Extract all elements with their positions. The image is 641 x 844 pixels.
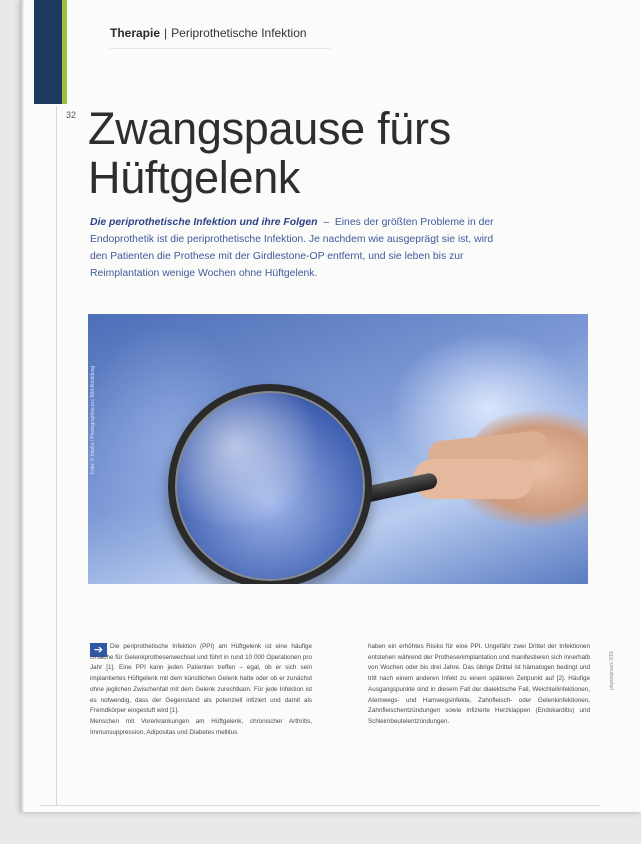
margin-rule bbox=[56, 106, 57, 806]
image-credit: Foto: © fotolia / Photographee.eu; Bild Abbildung bbox=[90, 365, 96, 474]
body-column-1-text-2: Menschen mit Vorerkrankungen am Hüftgelenk, chronischer Arthritis, Immunsuppression, Adipositas und Diabetes mellitus bbox=[90, 717, 312, 736]
article-lead bbox=[90, 214, 505, 282]
section-color-bar bbox=[34, 0, 62, 104]
headline-line-1: Zwangspause fürs bbox=[88, 103, 451, 154]
page-curl-shadow bbox=[20, 0, 24, 812]
kicker-underline bbox=[110, 48, 330, 49]
topic-label: Periprothetische Infektion bbox=[171, 26, 307, 40]
journal-margin-label: physiopraxis 3/15 bbox=[609, 651, 615, 690]
section-accent-bar bbox=[62, 0, 67, 104]
article-headline bbox=[88, 104, 608, 202]
lead-emphasis: Die periprothetische Infektion und ihre Folgen bbox=[90, 217, 318, 228]
kicker-separator: | bbox=[164, 26, 168, 40]
magnifier-lens-icon bbox=[168, 384, 372, 584]
page-number: 32 bbox=[66, 110, 77, 120]
body-column-1 bbox=[90, 642, 312, 738]
body-column-2: haben ein erhöhtes Risiko für eine PPI. Ungefähr zwei Drittel der Infektionen entstehen während der Prothesenimplantation und manifestieren sich innerhalb von Wochen oder bis drei Jahre. Das übrige Drittel ist hämatogen bedingt und tritt nach einem anderen Infekt zu einem späteren Zeitpunkt auf [2]. Häufige Ausgangspunkte sind in diesem Fall der dialektische Fall, Weichteilinfektionen, Atemwegs- und Harnwegsinfekte, Zahnfleisch- oder Gelenkinfektionen, Zahnfleischentzündungen sowie infizierte Herzklappen (Endokarditis) und Schleimbeutelentzündungen. bbox=[368, 643, 590, 725]
lead-text: Eines der größten Probleme in der Endoprothetik ist die periprothetische Infektion. Je nachdem wie ausgeprägt sie ist, wird den Patienten die Prothese mit der Girdlestone-OP entfernt, und sie leben bis zur Reimplantation wenige Wochen ohne Hüftgelenk. bbox=[90, 217, 494, 279]
rubric-label: Therapie bbox=[110, 26, 161, 40]
headline-line-2: Hüftgelenk bbox=[88, 152, 301, 203]
lead-separator: – bbox=[320, 217, 332, 228]
bottom-rule bbox=[40, 805, 600, 806]
section-kicker bbox=[110, 26, 307, 40]
body-column-1-text: Die periprothetische Infektion (PPI) am Hüftgelenk ist eine häufige Ursache für Gelenkprothesenwechsel und führt in rund 10 000 Operationen pro Jahr [1]. Eine PPI kann jeden Patienten treffen – egal, ob er sich sein implantiertes Hüftgelenk mit dem künstlichen Gelenk hatte oder ob er zunächst ohne jeglichen Zwischenfall mit dem Gelenk zurechtkam. Für jede Infektion ist es notwendig, dass der Gegenstand als potenziell infiziert und damit als Fremdkörper eingestuft wird [1]. bbox=[90, 643, 312, 715]
start-arrow-icon: ➔ bbox=[90, 643, 107, 657]
hero-image-xray-magnifier bbox=[88, 314, 588, 584]
